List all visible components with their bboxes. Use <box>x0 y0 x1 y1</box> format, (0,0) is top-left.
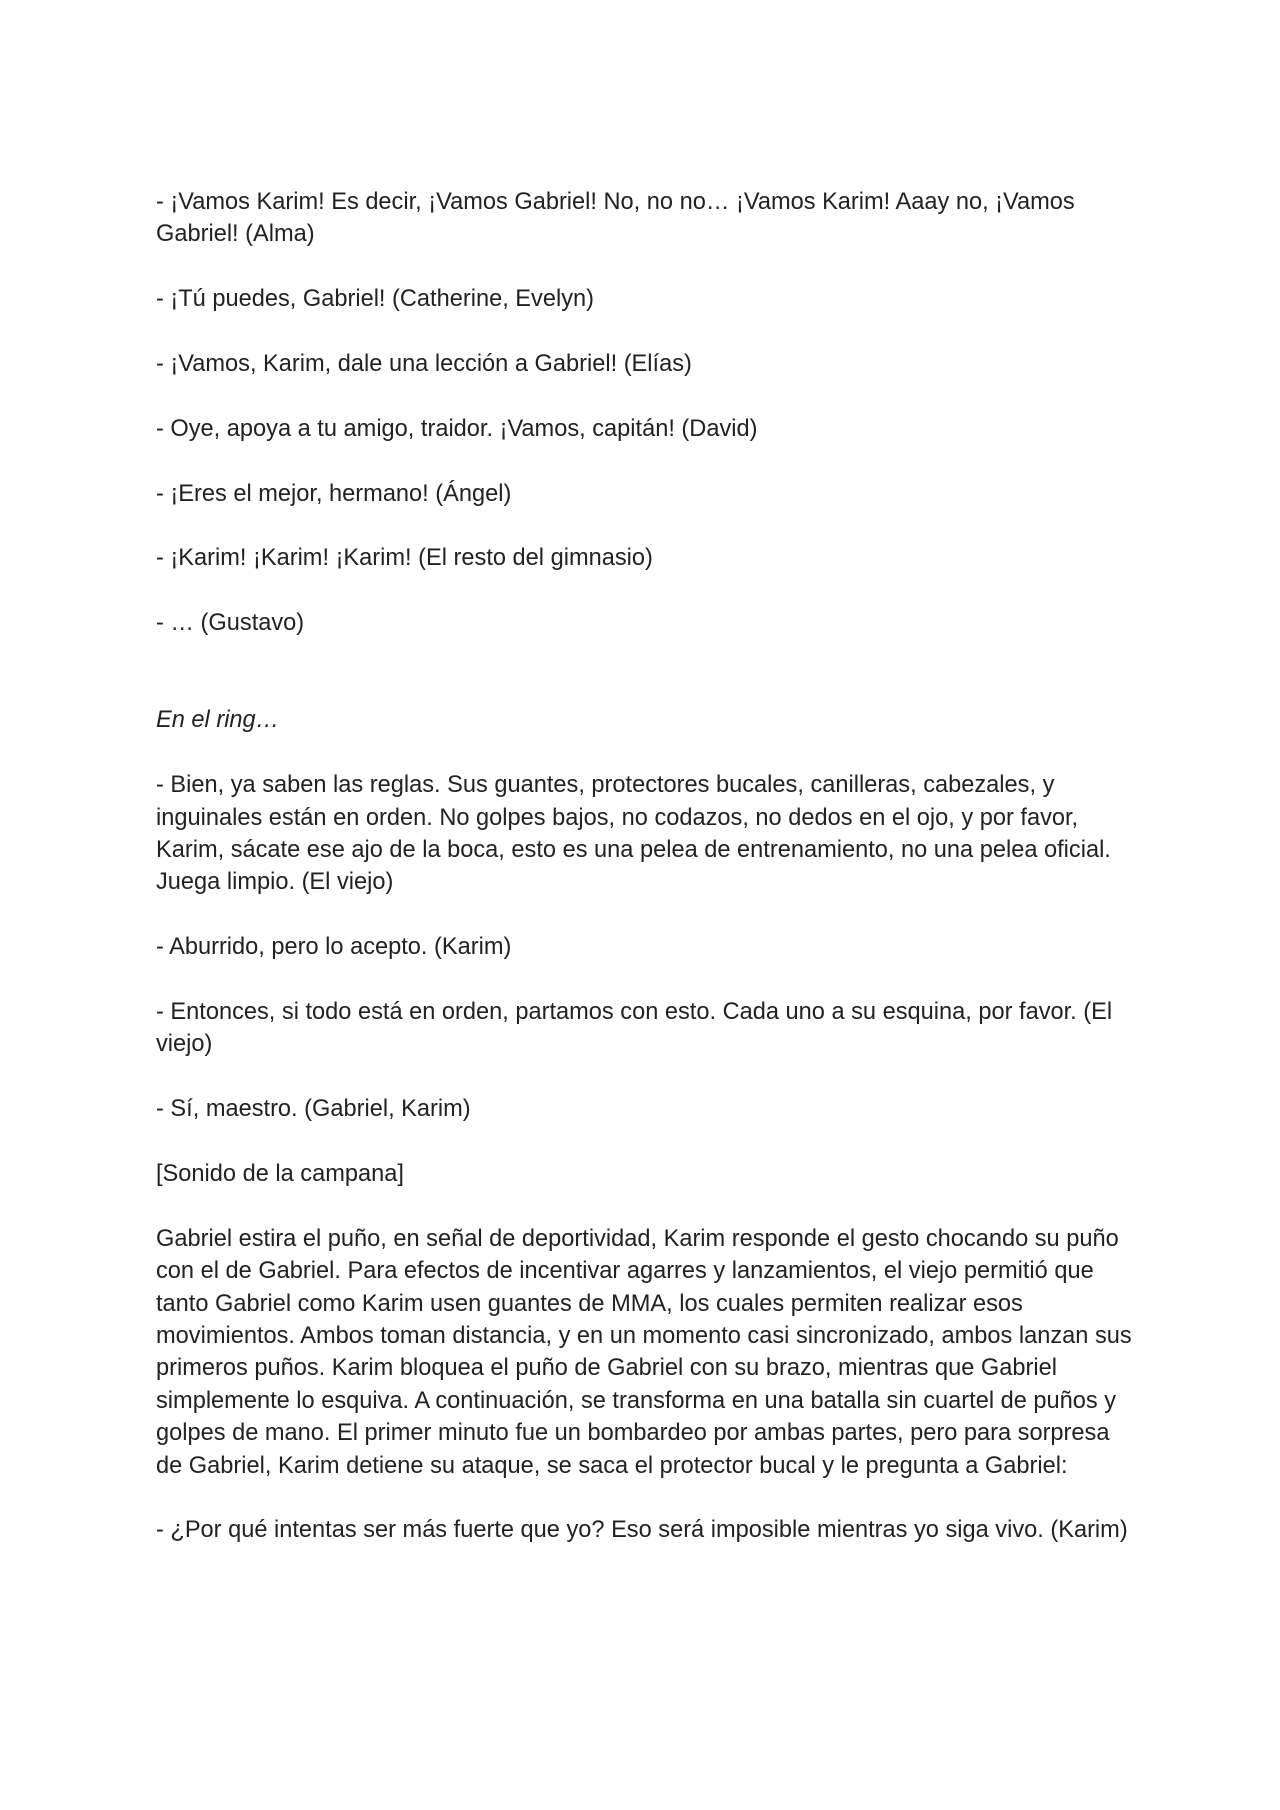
dialogue-line-el-viejo-corners: - Entonces, si todo está en orden, partamos con esto. Cada uno a su esquina, por favor. (El viejo) <box>156 998 1113 1058</box>
dialogue-line-gabriel-karim: - Sí, maestro. (Gabriel, Karim) <box>156 1096 471 1123</box>
dialogue-line-karim-accept: - Aburrido, pero lo acepto. (Karim) <box>156 934 512 961</box>
scene-break <box>156 672 1136 704</box>
dialogue-line-david: - Oye, apoya a tu amigo, traidor. ¡Vamos, capitán! (David) <box>156 415 758 442</box>
scene-heading: En el ring… <box>156 707 280 734</box>
dialogue-line-gustavo: - … (Gustavo) <box>156 610 305 637</box>
dialogue-line-el-viejo-rules: - Bien, ya saben las reglas. Sus guantes, protectores bucales, canilleras, cabezales, y inguinales están en orden. No golpes bajos, no codazos, no dedos en el ojo, y por favor, Karim, sácate ese ajo de la boca, esto es una pelea de entrenamiento, no una pelea oficial. Juega limpio. (El viejo) <box>156 772 1111 896</box>
document-body <box>156 186 1136 1579</box>
dialogue-line-elias: - ¡Vamos, Karim, dale una lección a Gabriel! (Elías) <box>156 351 692 377</box>
dialogue-line-catherine-evelyn: - ¡Tú puedes, Gabriel! (Catherine, Evelyn) <box>156 286 594 313</box>
dialogue-line-angel: - ¡Eres el mejor, hermano! (Ángel) <box>156 480 512 507</box>
dialogue-line-gimnasio: - ¡Karim! ¡Karim! ¡Karim! (El resto del gimnasio) <box>156 545 653 572</box>
sound-cue: [Sonido de la campana] <box>156 1160 404 1187</box>
narrative-paragraph: Gabriel estira el puño, en señal de deportividad, Karim responde el gesto chocando su puño con el de Gabriel. Para efectos de incentivar agarres y lanzamientos, el viejo permitió que tanto Gabriel como Karim usen guantes de MMA, los cuales permiten realizar esos movimientos. Ambos toman distancia, y en un momento casi sincronizado, ambos lanzan sus primeros puños. Karim bloquea el puño de Gabriel con su brazo, mientras que Gabriel simplemente lo esquiva. A continuación, se transforma en una batalla sin cuartel de puños y golpes de mano. El primer minuto fue un bombardeo por ambas partes, pero para sorpresa de Gabriel, Karim detiene su ataque, se saca el protector bucal y le pregunta a Gabriel: <box>156 1225 1132 1479</box>
dialogue-line-alma: - ¡Vamos Karim! Es decir, ¡Vamos Gabriel! No, no no… ¡Vamos Karim! Aaay no, ¡Vamos Gabriel! (Alma) <box>156 189 1075 248</box>
dialogue-line-karim-question: - ¿Por qué intentas ser más fuerte que yo? Eso será imposible mientras yo siga vivo. (Karim) <box>156 1517 1128 1544</box>
